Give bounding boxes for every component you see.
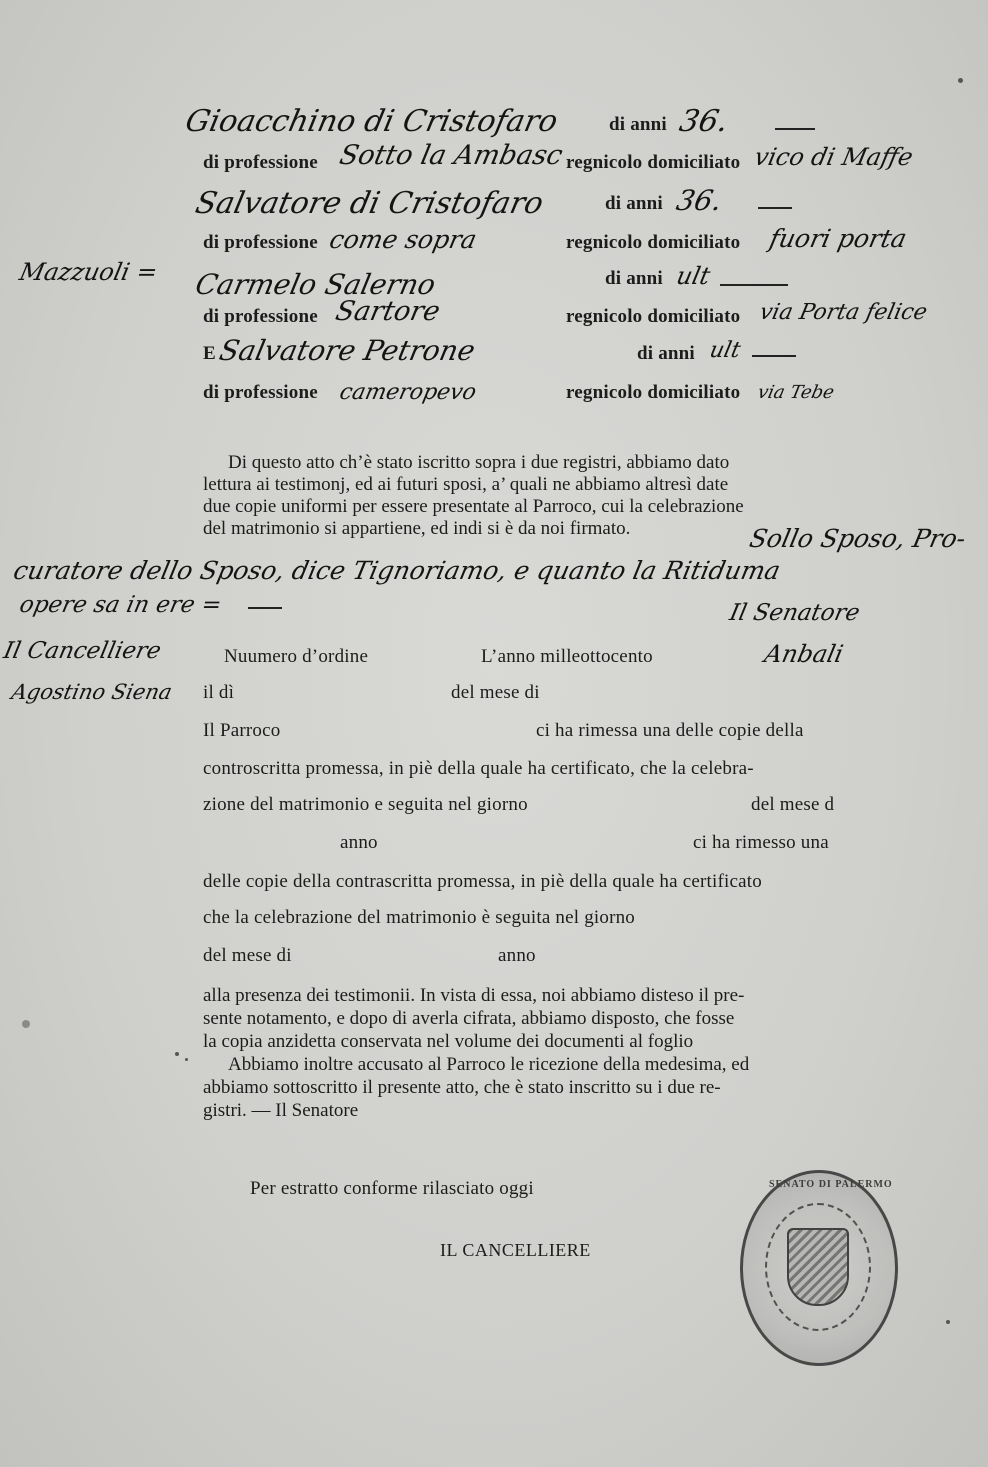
label-numero-ordine: Nuumero d’ordine [224, 646, 369, 667]
label-di-anni-2: di anni [605, 193, 663, 214]
witness2-profession: come sopra [326, 225, 480, 254]
label-il-parroco: Il Parroco [203, 720, 281, 741]
dash [758, 207, 792, 209]
paragraph2-line6: gistri. — Il Senatore [203, 1100, 359, 1121]
line-controscritta: controscritta promessa, in piè della quale ha certificato, che la celebra- [203, 758, 754, 779]
cancelliere-signature-2: Agostino Siena [9, 680, 175, 704]
witness1-profession: Sotto la Ambasc [336, 140, 566, 171]
paragraph2-line3: la copia anzidetta conservata nel volume dei documenti al foglio [203, 1031, 694, 1052]
witness2-domicile: fuori porta [766, 224, 910, 253]
label-di-professione-3: di professione [203, 306, 318, 327]
il-cancelliere-heading: IL CANCELLIERE [440, 1240, 591, 1260]
label-di-anni-3: di anni [605, 268, 663, 289]
label-regnicolo-3: regnicolo domiciliato [566, 306, 741, 327]
witness3-profession: Sartore [332, 296, 443, 327]
witness4-age: ult [707, 338, 743, 363]
signature-note-1: Sollo Sposo, Pro- [746, 524, 969, 553]
witness2-name: Salvatore di Cristofaro [192, 186, 547, 221]
witness3-name: Carmelo Salerno [192, 268, 439, 301]
paper-speck [175, 1052, 179, 1056]
per-estratto: Per estratto conforme rilasciato oggi [250, 1178, 534, 1199]
label-e: E [203, 343, 216, 364]
label-regnicolo-4: regnicolo domiciliato [566, 382, 741, 403]
signature-note-2: curatore dello Sposo, dice Tignoriamo, e quanto la Ritiduma [10, 556, 783, 585]
paper-speck [946, 1320, 950, 1324]
line-zione: zione del matrimonio e seguita nel giorno [203, 794, 528, 815]
dash [752, 355, 796, 357]
signature-senatore: Il Senatore [727, 600, 863, 626]
witness1-name: Gioacchino di Cristofaro [182, 104, 561, 139]
dash [775, 128, 815, 130]
line-che-la: che la celebrazione del matrimonio è seguita nel giorno [203, 907, 635, 928]
witness4-domicile: via Tebe [755, 382, 837, 403]
seal-crest-icon [787, 1228, 849, 1306]
label-ci-ha-rimessa: ci ha rimessa una delle copie della [536, 720, 804, 741]
witness3-domicile: via Porta felice [757, 300, 930, 325]
label-regnicolo-1: regnicolo domiciliato [566, 152, 741, 173]
signature-name: Anbali [762, 640, 846, 668]
seal-ring-text: SENATO DI PALERMO [769, 1179, 893, 1190]
paragraph1-line2: lettura ai testimonj, ed ai futuri sposi, a’ quali ne abbiamo altresì date [203, 474, 729, 495]
label-anno-2: anno [498, 945, 536, 966]
paragraph1-line3: due copie uniformi per essere presentate al Parroco, cui la celebrazione [203, 496, 744, 517]
label-del-mese-d: del mese d [751, 794, 835, 815]
paper-speck [22, 1020, 30, 1028]
label-di-professione-1: di professione [203, 152, 318, 173]
paragraph2-line2: sente notamento, e dopo di averla cifrata, abbiamo disposto, che fosse [203, 1008, 735, 1029]
label-regnicolo-2: regnicolo domiciliato [566, 232, 741, 253]
dash [720, 284, 788, 286]
label-di-professione-2: di professione [203, 232, 318, 253]
label-di-professione-4: di professione [203, 382, 318, 403]
label-anno-milleottocento: L’anno milleottocento [481, 646, 653, 667]
label-di-anni-1: di anni [609, 114, 667, 135]
label-il-di: il dì [203, 682, 235, 703]
label-del-mese-di: del mese di [451, 682, 540, 703]
official-seal-stamp [740, 1170, 898, 1366]
witness3-age: ult [674, 262, 713, 290]
witness1-age: 36. [676, 104, 732, 139]
paragraph2-line5: abbiamo sottoscritto il presente atto, che è stato inscritto su i due re- [203, 1077, 721, 1098]
cancelliere-signature-1: Il Cancelliere [1, 638, 164, 664]
witness1-domicile: vico di Maffe [752, 143, 916, 171]
label-anno-1: anno [340, 832, 378, 853]
paragraph1-line4: del matrimonio si appartiene, ed indi si è da noi firmato. [203, 518, 631, 539]
witness4-profession: cameropevo [337, 380, 479, 405]
witness2-age: 36. [673, 184, 726, 217]
paragraph1-line1: Di questo atto ch’è stato iscritto sopra i due registri, abbiamo dato [228, 452, 730, 473]
paper-speck [185, 1058, 188, 1061]
paragraph2-line4: Abbiamo inoltre accusato al Parroco le ricezione della medesima, ed [228, 1054, 750, 1075]
label-di-anni-4: di anni [637, 343, 695, 364]
label-ci-ha-rimesso: ci ha rimesso una [693, 832, 829, 853]
witness4-name: Salvatore Petrone [216, 334, 479, 367]
witness3-margin-note: Mazzuoli = [17, 258, 161, 286]
label-del-mese-di-2: del mese di [203, 945, 292, 966]
paper-speck [958, 78, 963, 83]
dash [248, 607, 282, 609]
signature-note-3: opere sa in ere = [17, 592, 224, 618]
line-delle-copie: delle copie della contrascritta promessa, in piè della quale ha certificato [203, 871, 762, 892]
paragraph2-line1: alla presenza dei testimonii. In vista di essa, noi abbiamo disteso il pre- [203, 985, 745, 1006]
